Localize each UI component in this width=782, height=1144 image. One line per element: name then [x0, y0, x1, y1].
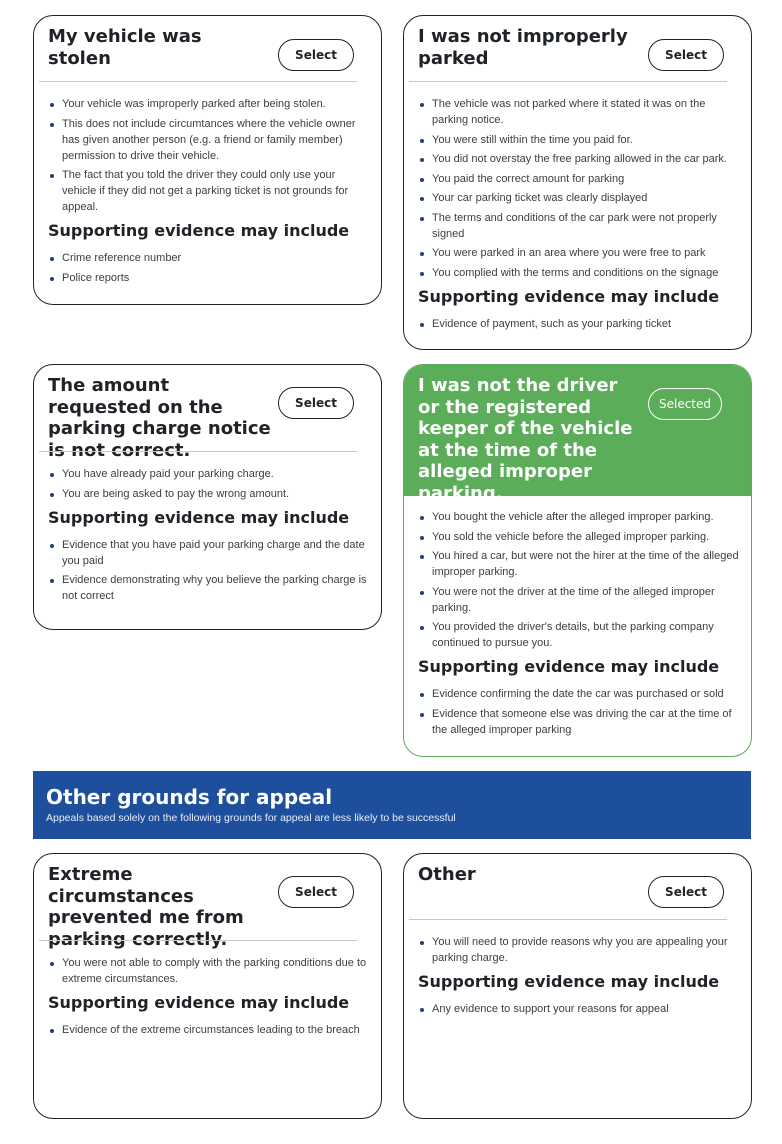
- reason-item: You bought the vehicle after the alleged improper parking.: [418, 509, 739, 525]
- reason-item: You provided the driver's details, but the parking company continued to pursue you.: [418, 619, 739, 651]
- evidence-item: Evidence of payment, such as your parking ticket: [418, 316, 739, 332]
- reason-item: You were parked in an area where you were free to park: [418, 245, 739, 261]
- evidence-item: Evidence demonstrating why you believe the parking charge is not correct: [48, 572, 369, 604]
- reason-item: You are being asked to pay the wrong amount.: [48, 486, 369, 502]
- other-grounds-banner: [33, 771, 751, 839]
- evidence-item: Evidence confirming the date the car was purchased or sold: [418, 686, 739, 702]
- reason-item: Your vehicle was improperly parked after being stolen.: [48, 96, 369, 112]
- selected-button[interactable]: Selected: [648, 388, 722, 420]
- card-title: Extreme circumstances prevented me from parking correctly.: [48, 864, 244, 950]
- select-button[interactable]: Select: [278, 876, 354, 908]
- card-title: My vehicle was stolen: [48, 26, 202, 69]
- reason-item: Your car parking ticket was clearly displayed: [418, 190, 739, 206]
- evidence-list: [48, 537, 369, 605]
- divider: [409, 81, 727, 82]
- select-button[interactable]: Select: [278, 39, 354, 71]
- evidence-list: [418, 686, 739, 738]
- select-button[interactable]: Select: [278, 387, 354, 419]
- evidence-list: [48, 250, 369, 286]
- reason-item: The terms and conditions of the car park were not properly signed: [418, 210, 739, 242]
- evidence-heading: Supporting evidence may include: [418, 286, 720, 306]
- ground-card-other[interactable]: [403, 853, 752, 1119]
- evidence-heading: Supporting evidence may include: [418, 657, 720, 676]
- ground-card-extreme-circumstances[interactable]: [33, 853, 382, 1119]
- evidence-item: Evidence that someone else was driving the car at the time of the alleged improper parking: [418, 706, 739, 738]
- evidence-list: [48, 1022, 369, 1038]
- ground-card-vehicle-stolen[interactable]: [33, 15, 382, 305]
- evidence-list: [418, 316, 739, 332]
- ground-card-not-driver-selected[interactable]: [403, 364, 752, 757]
- divider: [409, 919, 727, 920]
- evidence-heading: Supporting evidence may include: [48, 993, 350, 1012]
- evidence-heading: Supporting evidence may include: [48, 507, 350, 527]
- reason-item: The fact that you told the driver they could only use your vehicle if they did not get a parking ticket is not grounds for appeal.: [48, 167, 369, 215]
- card-title: I was not the driver or the registered keeper of the vehicle at the time of the alleged improper parking.: [418, 375, 633, 504]
- divider: [39, 451, 357, 452]
- card-title: Other: [418, 864, 476, 885]
- reason-item: You will need to provide reasons why you are appealing your parking charge.: [418, 934, 739, 966]
- evidence-item: Evidence that you have paid your parking charge and the date you paid: [48, 537, 369, 569]
- reasons-list: [418, 96, 739, 281]
- reason-item: You complied with the terms and conditions on the signage: [418, 265, 739, 281]
- banner-title: Other grounds for appeal: [46, 785, 333, 809]
- reason-item: You did not overstay the free parking allowed in the car park.: [418, 151, 739, 167]
- reason-item: You were still within the time you paid for.: [418, 132, 739, 148]
- evidence-heading: Supporting evidence may include: [48, 221, 350, 240]
- divider: [39, 81, 357, 82]
- card-title: I was not improperly parked: [418, 26, 628, 69]
- evidence-item: Police reports: [48, 270, 369, 286]
- reasons-list: [48, 955, 369, 987]
- banner-subtitle: Appeals based solely on the following grounds for appeal are less likely to be successful: [46, 812, 456, 824]
- select-button[interactable]: Select: [648, 876, 724, 908]
- reasons-list: [418, 934, 739, 966]
- reason-item: You sold the vehicle before the alleged improper parking.: [418, 529, 739, 545]
- evidence-item: Any evidence to support your reasons for appeal: [418, 1001, 739, 1017]
- reasons-list: [48, 466, 369, 502]
- reason-item: You were not the driver at the time of the alleged improper parking.: [418, 584, 739, 616]
- evidence-item: Evidence of the extreme circumstances leading to the breach: [48, 1022, 369, 1038]
- divider: [39, 940, 357, 941]
- ground-card-not-improperly-parked[interactable]: [403, 15, 752, 350]
- reason-item: You paid the correct amount for parking: [418, 171, 739, 187]
- select-button[interactable]: Select: [648, 39, 724, 71]
- reason-item: You have already paid your parking charge.: [48, 466, 369, 482]
- reason-item: You hired a car, but were not the hirer at the time of the alleged improper parking.: [418, 548, 739, 580]
- card-title: The amount requested on the parking charge notice is not correct.: [48, 375, 271, 461]
- reason-item: The vehicle was not parked where it stated it was on the parking notice.: [418, 96, 739, 128]
- evidence-heading: Supporting evidence may include: [418, 972, 720, 991]
- evidence-item: Crime reference number: [48, 250, 369, 266]
- reason-item: This does not include circumtances where the vehicle owner has given another person (e.g. a friend or family member) permission to drive their vehicle.: [48, 116, 369, 164]
- reasons-list: [418, 509, 739, 651]
- reason-item: You were not able to comply with the parking conditions due to extreme circumstances.: [48, 955, 369, 987]
- evidence-list: [418, 1001, 739, 1017]
- ground-card-amount-incorrect[interactable]: [33, 364, 382, 630]
- reasons-list: [48, 96, 369, 215]
